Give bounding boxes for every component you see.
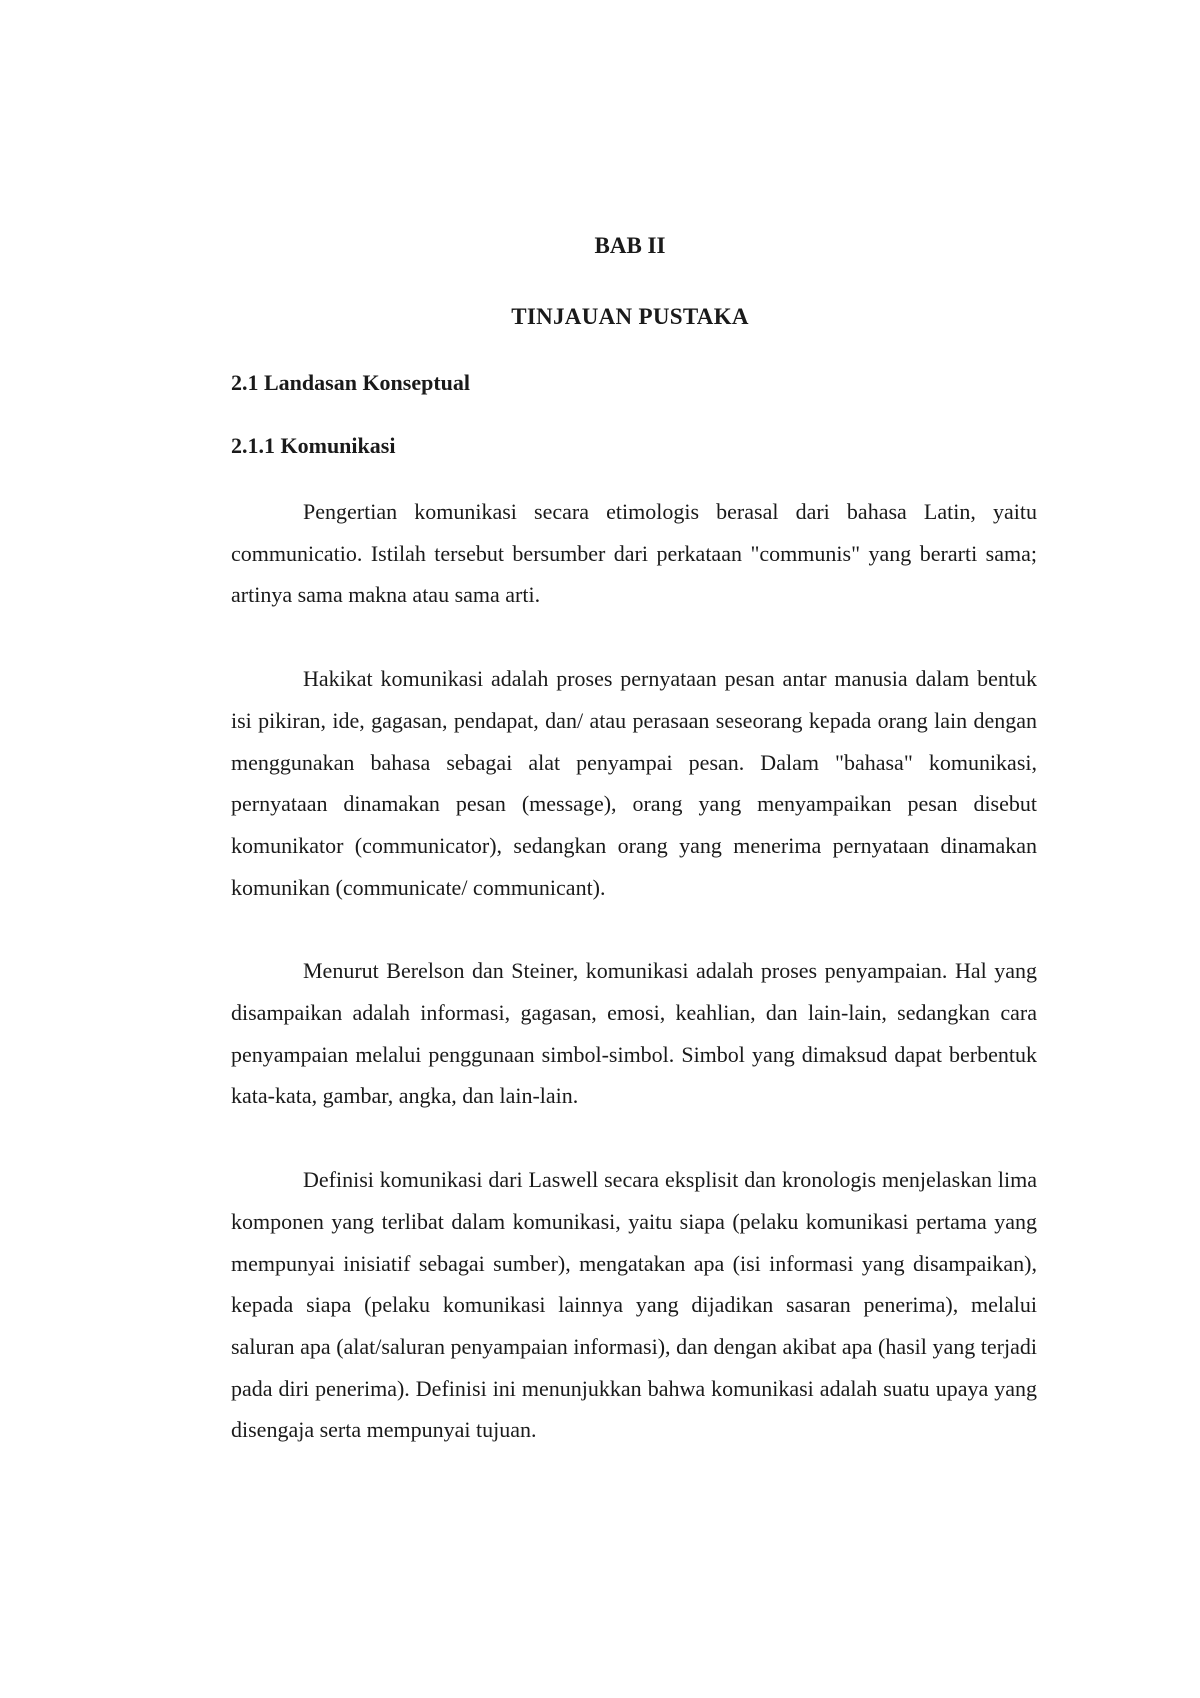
- paragraph-berelson-steiner: Menurut Berelson dan Steiner, komunikasi adalah proses penyampaian. Hal yang disampaikan adalah informasi, gagasan, emosi, keahlian, dan lain-lain, sedangkan cara penyampaian melalui penggunaan simbol-simbol. Simbol yang dimaksud dapat berbentuk kata-kata, gambar, angka, dan lain-lain.: [231, 958, 1037, 1109]
- chapter-title: TINJAUAN PUSTAKA: [511, 304, 749, 329]
- paragraph-hakikat: Hakikat komunikasi adalah proses pernyataan pesan antar manusia dalam bentuk isi pikiran, ide, gagasan, pendapat, dan/ atau perasaan seseorang kepada orang lain dengan menggunakan bahasa sebagai alat penyampai pesan. Dalam "bahasa" komunikasi, pernyataan dinamakan pesan (message), orang yang menyampaikan pesan disebut komunikator (communicator), sedangkan orang yang menerima pernyataan dinamakan komunikan (communicate/ communicant).: [231, 666, 1037, 900]
- section-heading: 2.1 Landasan Konseptual: [231, 370, 471, 395]
- paragraph-etimologi: Pengertian komunikasi secara etimologis berasal dari bahasa Latin, yaitu communicatio. Istilah tersebut bersumber dari perkataan "communis" yang berarti sama; artinya sama makna atau sama arti.: [231, 499, 1037, 608]
- paragraph-laswell: Definisi komunikasi dari Laswell secara eksplisit dan kronologis menjelaskan lima komponen yang terlibat dalam komunikasi, yaitu siapa (pelaku komunikasi pertama yang mempunyai inisiatif sebagai sumber), mengatakan apa (isi informasi yang disampaikan), kepada siapa (pelaku komunikasi lainnya yang dijadikan sasaran penerima), melalui saluran apa (alat/saluran penyampaian informasi), dan dengan akibat apa (hasil yang terjadi pada diri penerima). Definisi ini menunjukkan bahwa komunikasi adalah suatu upaya yang disengaja serta mempunyai tujuan.: [231, 1167, 1037, 1443]
- chapter-number: BAB II: [594, 233, 666, 258]
- subsection-heading: 2.1.1 Komunikasi: [231, 433, 396, 458]
- body-text: [231, 491, 1037, 1493]
